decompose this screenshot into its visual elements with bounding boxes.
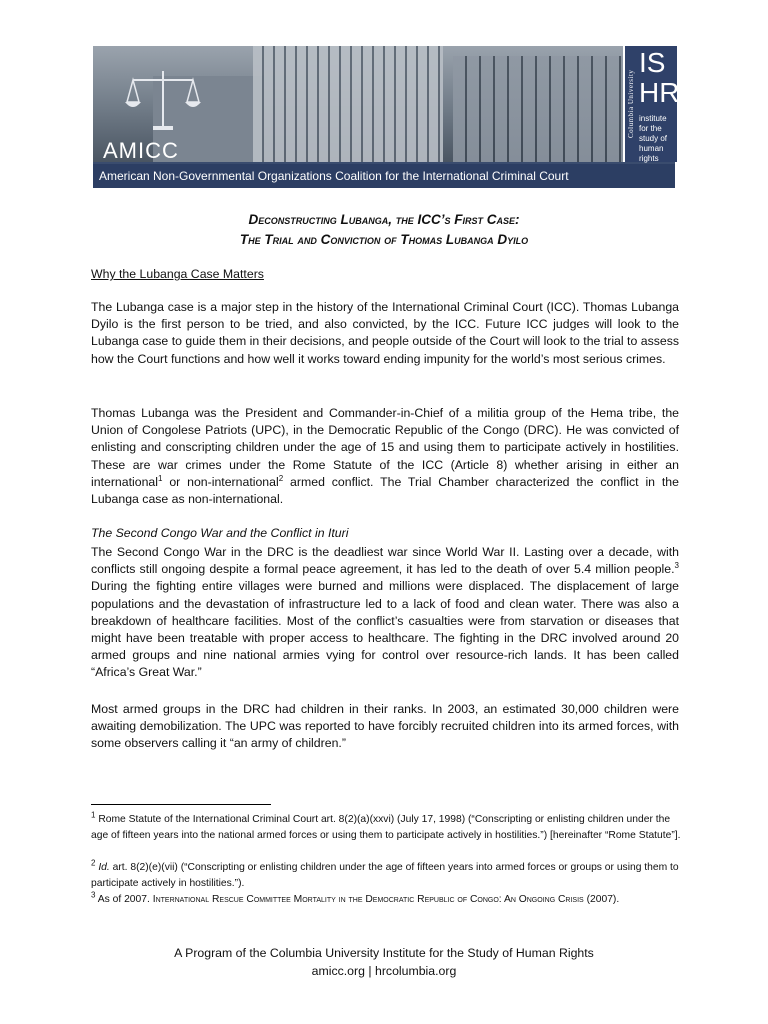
page-footer bbox=[0, 944, 768, 980]
paragraph: Most armed groups in the DRC had children in their ranks. In 2003, an estimated 30,000 children were awaiting demobilization. The UPC was reported to have forcibly recruited children into its armed forces, with some observers calling it “an army of children.” bbox=[91, 702, 679, 751]
footnote-text: Rome Statute of the International Criminal Court art. 8(2)(a)(xxvi) (July 17, 1998) (“Conscripting or enlisting children under the age of fifteen years into the national armed forces or using them to participate actively in hostilities.”) [hereinafter “Rome Statute”]. bbox=[91, 814, 681, 841]
paragraph-text: Thomas Lubanga was the President and Commander-in-Chief of a militia group of the Hema tribe, the Union of Congolese Patriots (UPC), in the Democratic Republic of the Congo (DRC). He was convicted of enlisting and conscripting children under the age of 15 and using them to participate actively in hostilities. These are war crimes under the Rome Statute of the ICC (Article 8) whether arising in either an international bbox=[91, 406, 679, 489]
section-subheading: The Second Congo War and the Conflict in Ituri bbox=[91, 526, 349, 540]
paragraph-text: armed conflict. The Trial Chamber characterized the conflict in the Lubanga case as non-international. bbox=[91, 474, 679, 507]
paragraph bbox=[91, 405, 679, 508]
footnote-text: (2007). bbox=[583, 894, 620, 905]
footnote-divider bbox=[91, 804, 271, 805]
header-banner bbox=[93, 46, 680, 188]
building-image bbox=[253, 46, 443, 162]
ishr-subtitle: institute for the study of human rights bbox=[639, 114, 668, 163]
footnote-ref[interactable]: 1 bbox=[158, 473, 163, 483]
scales-of-justice-icon bbox=[123, 66, 203, 136]
amicc-logo: AMICC bbox=[103, 138, 179, 163]
footnote-number: 1 bbox=[91, 810, 96, 820]
footnote bbox=[91, 860, 681, 892]
columbia-university-label: Columbia University bbox=[627, 69, 635, 139]
footnote bbox=[91, 892, 681, 908]
footnote-ref[interactable]: 2 bbox=[278, 473, 284, 483]
paragraph-text: During the fighting entire villages were burned and millions were displaced. The displacement of large populations and the devastation of infrastructure led to a lack of food and clean water. There was also a breakdown of healthcare facilities. Most of the conflict’s casualties were from starvation or diseases that might have been treatable with proper access to healthcare. The fighting in the DRC involved around 20 armed groups and nine national armies vying for control over resource-rich lands. It has been called “Africa’s Great War.” bbox=[91, 579, 679, 680]
ishr-letters: IS HR bbox=[639, 47, 680, 108]
document-title bbox=[0, 210, 768, 250]
footnote-text: art. 8(2)(e)(vii) (“Conscripting or enlisting children under the age of fifteen years into armed forces or groups or using them to participate actively in hostilities.”). bbox=[91, 862, 679, 889]
footnote-ref[interactable]: 3 bbox=[674, 561, 679, 571]
banner-caption: American Non-Governmental Organizations Coalition for the International Criminal Court bbox=[93, 164, 675, 188]
title-line-1: Deconstructing Lubanga, the ICC’s First Case: bbox=[248, 212, 520, 227]
paragraph-text: or non-international bbox=[162, 474, 279, 489]
building-image bbox=[453, 56, 623, 162]
title-line-2: The Trial and Conviction of Thomas Lubanga Dyilo bbox=[239, 232, 529, 247]
footnote-number: 2 bbox=[91, 858, 96, 868]
ishr-logo bbox=[623, 46, 680, 163]
footnote-citation: International Rescue Committee Mortality in the Democratic Republic of Congo: An Ongoing Crisis bbox=[152, 894, 584, 905]
paragraph-text: The Second Congo War in the DRC is the deadliest war since World War II. Lasting over a decade, with conflicts still ongoing despite a formal peace agreement, it has led to the death of over 5.4 million people. bbox=[91, 545, 679, 577]
footnote bbox=[91, 812, 681, 844]
footnote-number: 3 bbox=[91, 890, 96, 900]
banner-photo bbox=[93, 46, 623, 162]
paragraph bbox=[91, 544, 679, 682]
footer-links[interactable]: amicc.org | hrcolumbia.org bbox=[311, 964, 457, 978]
footnote-id: Id. bbox=[95, 862, 110, 873]
footer-program-line: A Program of the Columbia University Institute for the Study of Human Rights bbox=[174, 946, 594, 960]
paragraph: The Lubanga case is a major step in the history of the International Criminal Court (ICC). Thomas Lubanga Dyilo is the first person to be tried, and also convicted, by the ICC. Future ICC judges will look to the Lubanga case to guide them in their decisions, and people outside of the Court will look to the trial to assess how the Court functions and how well it works toward ending impunity for the world’s most serious crimes. bbox=[91, 300, 679, 366]
section-heading: Why the Lubanga Case Matters bbox=[91, 267, 264, 281]
footnote-text: As of 2007. bbox=[95, 894, 153, 905]
